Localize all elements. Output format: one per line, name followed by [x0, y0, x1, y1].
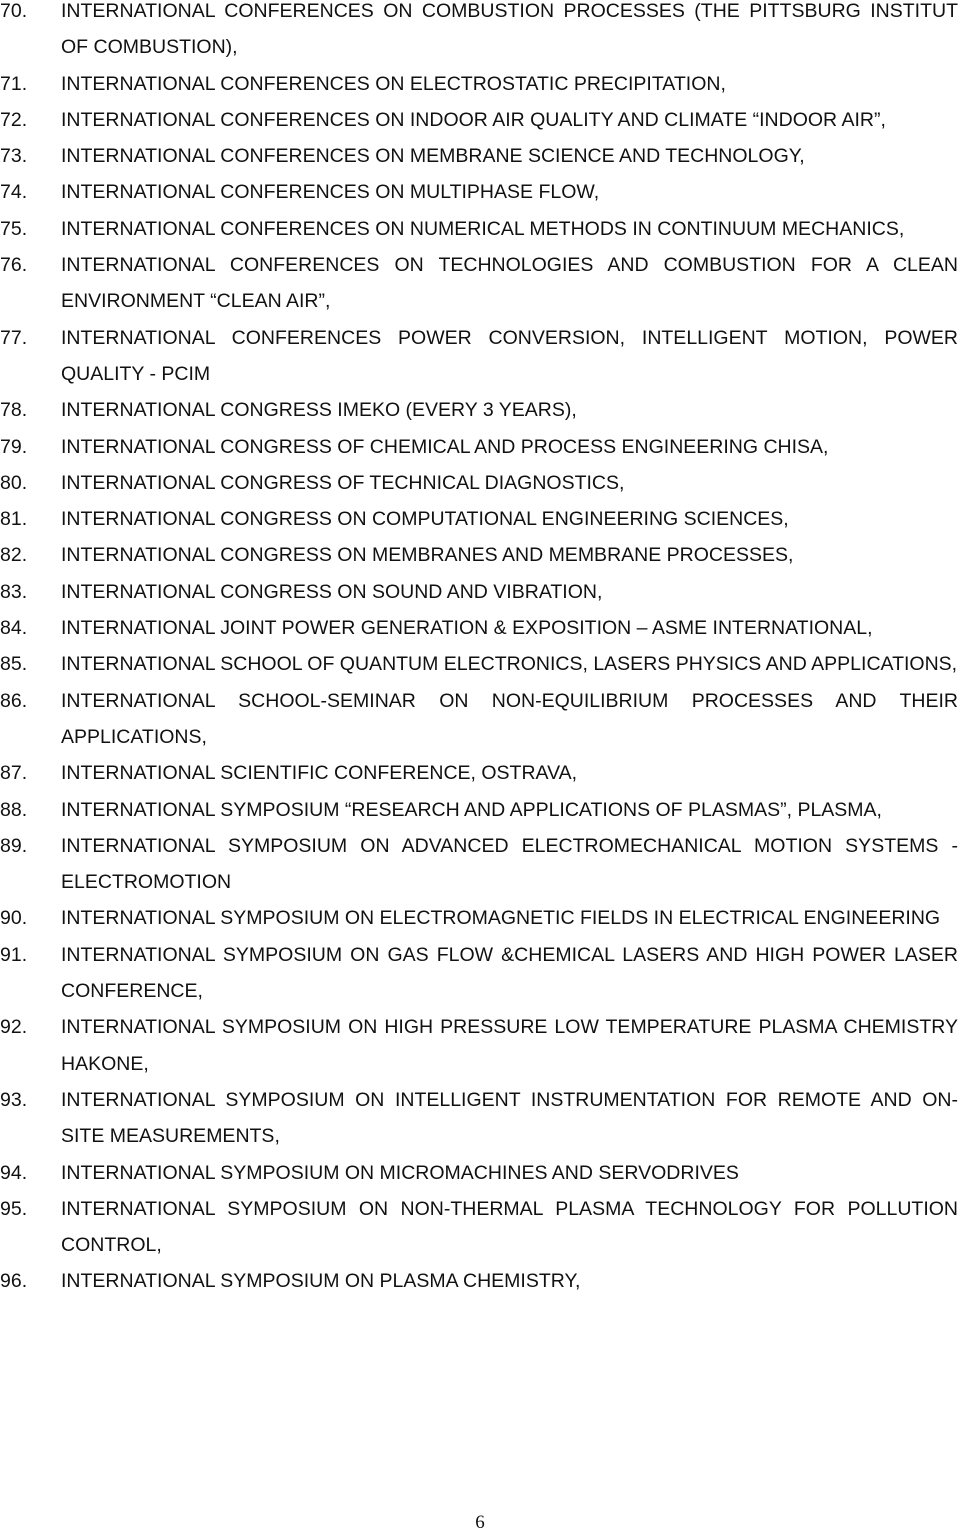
- list-item-number: 77.: [0, 326, 28, 349]
- list-item-number: 92.: [0, 1016, 28, 1039]
- list-item-number: 79.: [0, 435, 28, 458]
- list-item: [0, 1155, 958, 1191]
- list-item-text: INTERNATIONAL CONGRESS OF CHEMICAL AND PROCESS ENGINEERING CHISA,: [61, 435, 829, 458]
- list-item-text: INTERNATIONAL SYMPOSIUM ON NON-THERMAL PLASMA TECHNOLOGY FOR POLLUTION CONTROL,: [61, 1197, 958, 1257]
- list-item-text: INTERNATIONAL CONFERENCES ON INDOOR AIR QUALITY AND CLIMATE “INDOOR AIR”,: [61, 108, 886, 131]
- list-item: [0, 247, 958, 320]
- list-item-number: 84.: [0, 617, 28, 640]
- list-item-text: INTERNATIONAL CONFERENCES ON TECHNOLOGIES AND COMBUSTION FOR A CLEAN ENVIRONMENT “CLEAN AIR”,: [61, 254, 958, 313]
- list-item: [0, 102, 958, 138]
- list-item: [0, 174, 958, 210]
- list-item-number: 86.: [0, 689, 28, 712]
- list-item-text: INTERNATIONAL CONGRESS ON SOUND AND VIBRATION,: [61, 580, 603, 603]
- list-item-text: INTERNATIONAL CONFERENCES ON MEMBRANE SCIENCE AND TECHNOLOGY,: [61, 145, 805, 168]
- list-item-text: INTERNATIONAL CONFERENCES ON COMBUSTION PROCESSES (THE PITTSBURG INSTITUT OF COMBUSTION),: [61, 0, 958, 59]
- list-item: [0, 900, 958, 936]
- list-item-text: INTERNATIONAL CONFERENCES ON ELECTROSTATIC PRECIPITATION,: [61, 72, 726, 95]
- list-item-text: INTERNATIONAL CONGRESS OF TECHNICAL DIAGNOSTICS,: [61, 471, 625, 494]
- list-item-number: 90.: [0, 907, 28, 930]
- list-item: [0, 66, 958, 102]
- list-item: [0, 320, 958, 393]
- list-item: [0, 392, 958, 428]
- list-item-number: 70.: [0, 0, 28, 22]
- list-item: [0, 937, 958, 1010]
- list-item: [0, 501, 958, 537]
- list-item-number: 75.: [0, 217, 28, 240]
- list-item-text: INTERNATIONAL JOINT POWER GENERATION & EXPOSITION – ASME INTERNATIONAL,: [61, 617, 873, 640]
- list-item-text: INTERNATIONAL CONFERENCES ON MULTIPHASE FLOW,: [61, 181, 600, 204]
- list-item-number: 87.: [0, 762, 28, 785]
- list-item-number: 76.: [0, 254, 28, 277]
- list-item-number: 94.: [0, 1161, 28, 1184]
- list-item: [0, 1082, 958, 1155]
- list-item-text: INTERNATIONAL SYMPOSIUM ON HIGH PRESSURE LOW TEMPERATURE PLASMA CHEMISTRY HAKONE,: [61, 1016, 958, 1075]
- list-item-number: 73.: [0, 145, 28, 168]
- list-item-number: 81.: [0, 508, 28, 531]
- list-item: [0, 537, 958, 573]
- list-item-text: INTERNATIONAL SYMPOSIUM ON MICROMACHINES AND SERVODRIVES: [61, 1161, 739, 1184]
- list-item-number: 88.: [0, 798, 28, 821]
- list-item-number: 96.: [0, 1270, 28, 1293]
- list-item-text: INTERNATIONAL SYMPOSIUM ON GAS FLOW &CHEMICAL LASERS AND HIGH POWER LASER CONFERENCE,: [61, 943, 958, 1003]
- list-item-number: 95.: [0, 1197, 28, 1220]
- list-item-number: 85.: [0, 653, 28, 676]
- list-item-number: 83.: [0, 580, 28, 603]
- list-item-text: INTERNATIONAL CONGRESS ON COMPUTATIONAL ENGINEERING SCIENCES,: [61, 508, 789, 531]
- list-item-text: INTERNATIONAL SCHOOL OF QUANTUM ELECTRONICS, LASERS PHYSICS AND APPLICATIONS,: [61, 653, 958, 676]
- list-item-text: INTERNATIONAL SYMPOSIUM ON PLASMA CHEMISTRY,: [61, 1270, 581, 1293]
- list-item-text: INTERNATIONAL CONGRESS IMEKO (EVERY 3 YEARS),: [61, 399, 577, 422]
- list-item-number: 82.: [0, 544, 28, 567]
- list-item: [0, 0, 958, 66]
- list-item: [0, 211, 958, 247]
- list-item-number: 89.: [0, 834, 28, 857]
- list-item: [0, 1191, 958, 1264]
- list-item-text: INTERNATIONAL CONGRESS ON MEMBRANES AND MEMBRANE PROCESSES,: [61, 544, 794, 567]
- list-item: [0, 828, 958, 901]
- list-item-text: INTERNATIONAL SYMPOSIUM ON INTELLIGENT INSTRUMENTATION FOR REMOTE AND ON-SITE MEASUREMENTS,: [61, 1088, 958, 1148]
- list-item-number: 93.: [0, 1088, 28, 1111]
- list-item-text: INTERNATIONAL SCHOOL-SEMINAR ON NON-EQUILIBRIUM PROCESSES AND THEIR APPLICATIONS,: [61, 689, 958, 748]
- list-item-text: INTERNATIONAL CONFERENCES POWER CONVERSION, INTELLIGENT MOTION, POWER QUALITY - PCIM: [61, 326, 958, 385]
- list-item-number: 91.: [0, 943, 28, 966]
- list-item: [0, 755, 958, 791]
- list-item-text: INTERNATIONAL SCIENTIFIC CONFERENCE, OSTRAVA,: [61, 762, 578, 785]
- list-item: [0, 1009, 958, 1082]
- list-item-number: 78.: [0, 399, 28, 422]
- list-item: [0, 138, 958, 174]
- list-item-number: 74.: [0, 181, 28, 204]
- page-number: 6: [475, 1512, 485, 1533]
- list-item-number: 80.: [0, 471, 28, 494]
- list-item-text: INTERNATIONAL SYMPOSIUM ON ADVANCED ELECTROMECHANICAL MOTION SYSTEMS - ELECTROMOTION: [61, 834, 958, 894]
- list-item: [0, 429, 958, 465]
- list-item: [0, 792, 958, 828]
- list-item-number: 72.: [0, 108, 28, 131]
- list-item: [0, 683, 958, 756]
- list-item: [0, 646, 958, 682]
- list-item: [0, 574, 958, 610]
- list-item-number: 71.: [0, 72, 28, 95]
- list-item-text: INTERNATIONAL CONFERENCES ON NUMERICAL METHODS IN CONTINUUM MECHANICS,: [61, 217, 905, 240]
- list-item-text: INTERNATIONAL SYMPOSIUM “RESEARCH AND APPLICATIONS OF PLASMAS”, PLASMA,: [61, 798, 882, 821]
- list-item: [0, 1263, 958, 1299]
- list-item: [0, 465, 958, 501]
- list-item-text: INTERNATIONAL SYMPOSIUM ON ELECTROMAGNETIC FIELDS IN ELECTRICAL ENGINEERING: [61, 907, 941, 930]
- list-item: [0, 610, 958, 646]
